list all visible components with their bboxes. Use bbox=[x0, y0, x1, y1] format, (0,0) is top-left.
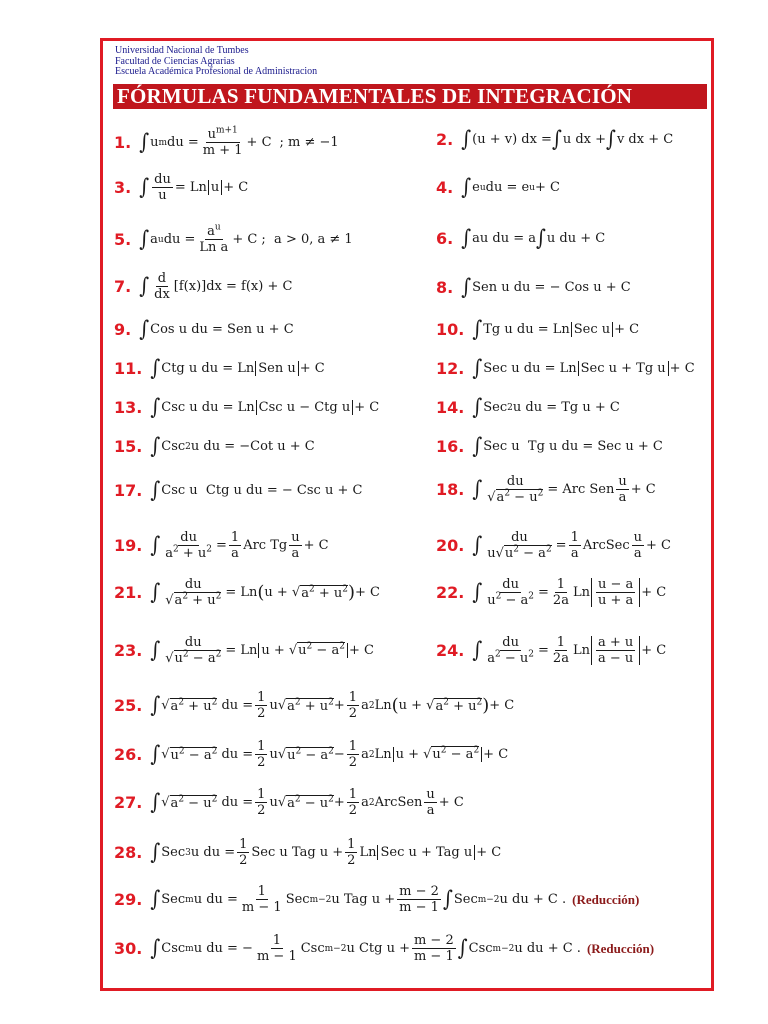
formula-number: 12. bbox=[436, 359, 465, 378]
formula-5: 5. ∫ a u du = $a^u$ Ln a + C ; a > 0, a ≠ 1 bbox=[114, 222, 353, 255]
formula-number: 27. bbox=[114, 793, 143, 812]
institution-header bbox=[115, 46, 317, 78]
formula-1: 1. ∫ u m du = $u^{m+1}$ m + 1 + C ; m ≠ −1 bbox=[114, 125, 339, 158]
formula-number: 15. bbox=[114, 437, 143, 456]
reduction-note: (Reducción) bbox=[572, 892, 640, 907]
formula-number: 4. bbox=[436, 178, 454, 197]
school-name: Escuela Académica Profesional de Administracion bbox=[115, 66, 318, 77]
reduction-note: (Reducción) bbox=[586, 941, 655, 956]
formula-number: 24. bbox=[436, 641, 465, 660]
formula-number: 11. bbox=[114, 359, 143, 378]
formula-number: 21. bbox=[114, 583, 143, 602]
formula-17: 17. ∫ Csc u Ctg u du = − Csc u + C bbox=[114, 477, 363, 503]
formula-20: 20. ∫ du $u√u^2 - a^2$ = 1 a ArcSec u a + C bbox=[436, 530, 671, 561]
formula-18: 18. ∫ du $√a^2 - u^2$ = Arc Sen u a + C bbox=[436, 474, 656, 505]
formula-number: 13. bbox=[114, 398, 143, 417]
formula-23: 23. ∫ du $√u^2 - a^2$ = Ln $u + √u^2 - a^2$ + C bbox=[114, 635, 374, 666]
formula-number: 18. bbox=[436, 480, 465, 499]
formula-number: 16. bbox=[436, 437, 465, 456]
formula-number: 30. bbox=[114, 939, 143, 958]
formula-3: 3. ∫ du u = Ln u + C bbox=[114, 172, 249, 203]
formula-number: 25. bbox=[114, 696, 143, 715]
formula-9: 9. ∫ Cos u du = Sen u + C bbox=[114, 316, 294, 342]
formula-number: 9. bbox=[114, 320, 132, 339]
formula-6: 6. ∫ au du = a ∫ u du + C bbox=[436, 225, 606, 251]
formula-number: 7. bbox=[114, 277, 132, 296]
formula-number: 19. bbox=[114, 536, 143, 555]
formula-2: 2. ∫ (u + v) dx = ∫ u dx + ∫ v dx + C bbox=[436, 126, 674, 152]
formula-number: 2. bbox=[436, 130, 454, 149]
formula-number: 8. bbox=[436, 278, 454, 297]
faculty-name: Facultad de Ciencias Agrarias bbox=[115, 55, 235, 67]
formula-28: 28. ∫ Sec 3 u du = 1 2 Sec u Tag u + 1 2 Ln Sec u + Tag u + C bbox=[114, 837, 502, 868]
page-title: FÓRMULAS FUNDAMENTALES DE INTEGRACIÓN bbox=[113, 84, 707, 109]
formula-14: 14. ∫ Sec 2 u du = Tg u + C bbox=[436, 394, 620, 420]
formula-number: 20. bbox=[436, 536, 465, 555]
formula-22: 22. ∫ du $u^2 - a^2$ = 1 2a Ln $\frac{u - a}{u + a}$ + C bbox=[436, 577, 667, 608]
formula-number: 5. bbox=[114, 230, 132, 249]
formula-11: 11. ∫ Ctg u du = Ln Sen u + C bbox=[114, 355, 325, 381]
formula-10: 10. ∫ Tg u du = Ln Sec u + C bbox=[436, 316, 640, 342]
formula-24: 24. ∫ du $a^2 - u^2$ = 1 2a Ln $\frac{a + u}{a - u}$ + C bbox=[436, 635, 667, 666]
formula-8: 8. ∫ Sen u du = − Cos u + C bbox=[436, 274, 631, 300]
formula-number: 1. bbox=[114, 133, 132, 152]
formula-number: 3. bbox=[114, 178, 132, 197]
formula-13: 13. ∫ Csc u du = Ln Csc u − Ctg u + C bbox=[114, 394, 380, 420]
formula-number: 23. bbox=[114, 641, 143, 660]
formula-number: 6. bbox=[436, 229, 454, 248]
formula-4: 4. ∫ e u du = e u + C bbox=[436, 174, 560, 200]
formula-19: 19. ∫ du $a^2 + u^2$ = 1 a Arc Tg u a + C bbox=[114, 530, 329, 561]
formula-number: 14. bbox=[436, 398, 465, 417]
formula-16: 16. ∫ Sec u Tg u du = Sec u + C bbox=[436, 433, 663, 459]
formula-25: 25. ∫ √ $a^2 + u^2$ du = 1 2 u√ $a^2 + u^2$ + 1 2 a 2 Ln ( u + √ $a^2 + u^2$ ) + C bbox=[114, 690, 515, 721]
formula-7: 7. ∫ d dx [f(x)]dx = f(x) + C bbox=[114, 271, 293, 302]
formula-number: 10. bbox=[436, 320, 465, 339]
formula-number: 29. bbox=[114, 890, 143, 909]
formula-26: 26. ∫ √ $u^2 - a^2$ du = 1 2 u√ $u^2 - a^2$ − 1 2 a 2 Ln $u + √u^2 - a^2$ + C bbox=[114, 739, 509, 770]
formula-12: 12. ∫ Sec u du = Ln Sec u + Tg u + C bbox=[436, 355, 695, 381]
formula-number: 28. bbox=[114, 843, 143, 862]
formula-number: 22. bbox=[436, 583, 465, 602]
formula-21: 21. ∫ du $√a^2 + u^2$ = Ln ( u + √ $a^2 + u^2$ ) + C bbox=[114, 577, 380, 608]
formula-30: 30. ∫ Csc m u du = − 1 m − 1 Csc m−2 u Ctg u + m − 2 m − 1 ∫ Csc m−2 u du + C . (Reducción) bbox=[114, 933, 655, 964]
formula-29: 29. ∫ Sec m u du = 1 m − 1 Sec m−2 u Tag u + m − 2 m − 1 ∫ Sec m−2 u du + C . (Reducción) bbox=[114, 884, 640, 915]
university-name: Universidad Nacional de Tumbes bbox=[115, 45, 249, 56]
formula-number: 17. bbox=[114, 481, 143, 500]
formula-15: 15. ∫ Csc 2 u du = −Cot u + C bbox=[114, 433, 315, 459]
formula-27: 27. ∫ √ $a^2 - u^2$ du = 1 2 u√ $a^2 - u^2$ + 1 2 a 2 ArcSen u a + C bbox=[114, 787, 464, 818]
formula-number: 26. bbox=[114, 745, 143, 764]
